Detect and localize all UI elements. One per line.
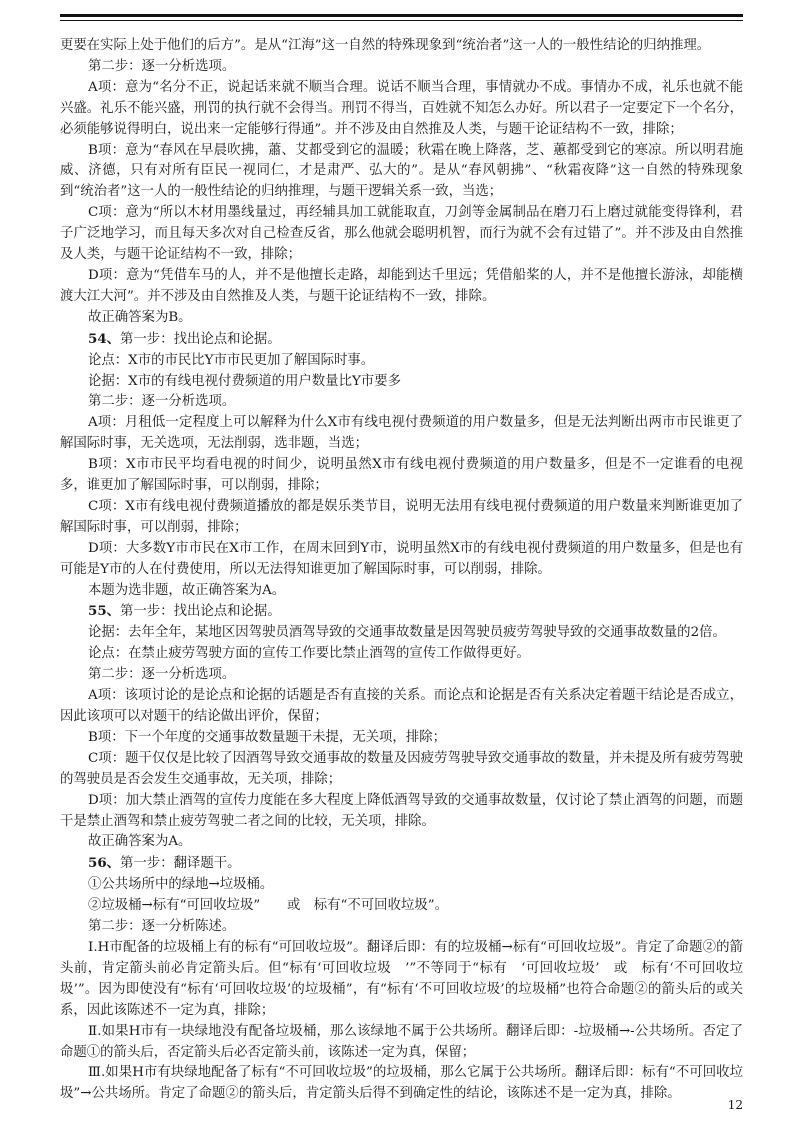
paragraph: [60, 351, 743, 372]
paragraph: [60, 917, 743, 938]
paragraph-text: Ⅱ.如果H市有一块绿地没有配备垃圾桶，那么该绿地不属于公共场所。翻译后即：-垃圾桶→-公共场所。否定了命题①的箭头后，否定箭头后必否定箭头前，该陈述一定为真，保留；: [60, 1023, 743, 1060]
paragraph-text: ②垃圾桶→标有“可回收垃圾” 或 标有“不可回收垃圾”。: [88, 898, 448, 914]
paragraph-text: 第二步：逐一分析选项。: [88, 394, 236, 410]
paragraph-text: 第一步：找出论点和论据。: [120, 331, 281, 347]
paragraph-text: 第一步：翻译题干。: [120, 856, 241, 872]
paragraph-text: 第一步：找出论点和论据。: [120, 604, 281, 620]
paragraph-text: 论点：在禁止疲劳驾驶方面的宣传工作要比禁止酒驾的宣传工作做得更好。: [88, 646, 530, 662]
paragraph-text: C项：题干仅仅是比较了因酒驾导致交通事故的数量及因疲劳驾驶导致交通事故的数量，并未提及所有疲劳驾驶的驾驶员是否会发生交通事故，无关项，排除；: [60, 750, 743, 787]
paragraph: [60, 601, 743, 623]
paragraph-text: B项：X市市民平均看电视的时间少，说明虽然X市有线电视付费频道的用户数量多，但是不一定谁看的电视多，谁更加了解国际时事，可以削弱，排除；: [60, 457, 743, 494]
paragraph-text: Ⅲ.如果H市有块绿地配备了标有“不可回收垃圾”的垃圾桶，那么它属于公共场所。翻译后即：标有“不可回收垃圾”→公共场所。肯定了命题②的箭头后，肯定箭头后得不到确定性的结论，该陈述不是一定为真，排除。: [60, 1065, 743, 1102]
paragraph-text: 论据：X市的有线电视付费频道的用户数量比Y市要多: [88, 373, 401, 389]
paragraph: [60, 266, 743, 308]
paragraph: [60, 141, 743, 204]
paragraph-text: 第二步：逐一分析陈述。: [88, 919, 236, 935]
paragraph: [60, 1063, 743, 1105]
paragraph: [60, 853, 743, 875]
paragraph-text: ①公共场所中的绿地→垃圾桶。: [88, 877, 274, 893]
paragraph-text: B项：下一个年度的交通事故数量题干未提，无关项，排除；: [88, 729, 446, 745]
paragraph: [60, 644, 743, 665]
paragraph-text: C项：X市有线电视付费频道播放的都是娱乐类节目，说明无法用有线电视付费频道的用户数量来判断谁更加了解国际时事，可以削弱，排除；: [60, 498, 743, 535]
paragraph: [60, 623, 743, 644]
paragraph: [60, 203, 743, 266]
paragraph: [60, 392, 743, 413]
paragraph: [60, 875, 743, 896]
paragraph-text: 第二步：逐一分析选项。: [88, 667, 236, 683]
paragraph: [60, 749, 743, 791]
question-number: 56、: [88, 855, 121, 872]
paragraph: [60, 938, 743, 1022]
page-number: 12: [727, 1098, 743, 1112]
paragraph: [60, 329, 743, 351]
paragraph: [60, 686, 743, 728]
paragraph-text: A项：该项讨论的是论点和论据的话题是否有直接的关系。而论点和论据是否有关系决定着题干结论是否成立，因此该项可以对题干的结论做出评价，保留；: [60, 688, 743, 724]
paragraph-text: C项：意为“所以木材用墨线量过，再经辅具加工就能取直，刀剑等金属制品在磨刀石上磨过就能变得锋利，君子广泛地学习，而且每天多次对自己检查反省，那么他就会聪明机智，而行为就不会有过错了”。并不涉及由自然推及人类，与题干论证结构不一致，排除；: [60, 205, 743, 263]
paragraph-text: D项：大多数Y市市民在X市工作，在周末回到Y市，说明虽然X市的有线电视付费频道的用户数量多，但是也有可能是Y市的人在付费使用，所以无法得知谁更加了解国际时事，可以削弱，排除。: [60, 540, 743, 577]
paragraph: [60, 455, 743, 497]
paragraph: [60, 728, 743, 749]
paragraph-text: D项：加大禁止酒驾的宣传力度能在多大程度上降低酒驾导致的交通事故数量，仅讨论了禁止酒驾的问题，而题干是禁止酒驾和禁止疲劳驾驶二者之间的比较，无关项，排除。: [60, 792, 743, 829]
paragraph: [60, 497, 743, 539]
paragraph-text: 故正确答案为B。: [88, 309, 192, 325]
paragraph-text: A项：月租低一定程度上可以解释为什么X市有线电视付费频道的用户数量多，但是无法判断出两市市民谁更了解国际时事，无关选项，无法削弱，选非题，当选；: [60, 415, 743, 452]
paragraph-text: A项：意为“名分不正，说起话来就不顺当合理。说话不顺当合理，事情就办不成。事情办不成，礼乐也就不能兴盛。礼乐不能兴盛，刑罚的执行就不会得当。刑罚不得当，百姓就不知怎么办好。所以君子一定要定下一个名分，必须能够说得明白，说出来一定能够行得通”。并不涉及由自然推及人类，与题干论证结构不一致，排除；: [60, 79, 743, 137]
paragraph-text: 论据：去年全年，某地区因驾驶员酒驾导致的交通事故数量是因驾驶员疲劳驾驶导致的交通事故数量的2倍。: [88, 625, 726, 641]
paragraph: [60, 78, 743, 141]
paragraph-text: 论点：X市的市民比Y市市民更加了解国际时事。: [88, 352, 375, 368]
header-rule-thick: [60, 14, 743, 17]
paragraph-text: D项：意为“凭借车马的人，并不是他擅长走路，却能到达千里远；凭借船桨的人，并不是他擅长游泳，却能横渡大江大河”。并不涉及由自然推及人类，与题干论证结构不一致，排除。: [60, 267, 743, 304]
document-body: [60, 36, 743, 1105]
paragraph: [60, 372, 743, 393]
question-number: 55、: [88, 603, 121, 620]
paragraph-text: Ⅰ.H市配备的垃圾桶上有的标有“可回收垃圾”。翻译后即：有的垃圾桶→标有“可回收垃圾”。肯定了命题②的箭头前，肯定箭头前必肯定箭头后。但“标有‘可回收垃圾 ’”不等同于“标有 ‘可回收垃圾’ 或 标有‘不可回收垃圾’”。因为即使没有“标有‘可回收垃圾’的垃圾桶”，有“标有‘不可回收垃圾’的垃圾桶”也符合命题②的箭头后的或关系，因此该陈述不一定为真，排除；: [60, 939, 743, 1018]
paragraph-text: 第二步：逐一分析选项。: [88, 58, 236, 74]
paragraph: [60, 413, 743, 455]
question-number: 54、: [88, 330, 121, 347]
paragraph-text: 本题为选非题，故正确答案为A。: [88, 582, 286, 598]
paragraph: [60, 308, 743, 329]
paragraph: [60, 896, 743, 917]
paragraph-text: 故正确答案为A。: [88, 834, 192, 850]
paragraph: [60, 36, 743, 57]
paragraph-text: B项：意为“春风在早晨吹拂，蕭、艾都受到它的温暖；秋霜在晚上降落，芝、蕙都受到它的寒凉。所以明君施威、济德，只有对所有臣民一视同仁，才是肃严、弘大的”。是从“春风朝拂”、“秋霜夜降”这一自然的特殊现象到“统治者”这一人的一般性结论的归纳推理，与题干逻辑关系一致，当选；: [60, 142, 743, 200]
paragraph-text: 更要在实际上处于他们的后方”。是从“江海”这一自然的特殊现象到“统治者”这一人的一般性结论的归纳推理。: [60, 38, 711, 53]
paragraph: [60, 791, 743, 833]
paragraph: [60, 1022, 743, 1064]
header-rule-thin: [60, 20, 743, 21]
paragraph: [60, 57, 743, 78]
paragraph: [60, 665, 743, 686]
paragraph: [60, 539, 743, 581]
paragraph: [60, 832, 743, 853]
paragraph: [60, 581, 743, 602]
